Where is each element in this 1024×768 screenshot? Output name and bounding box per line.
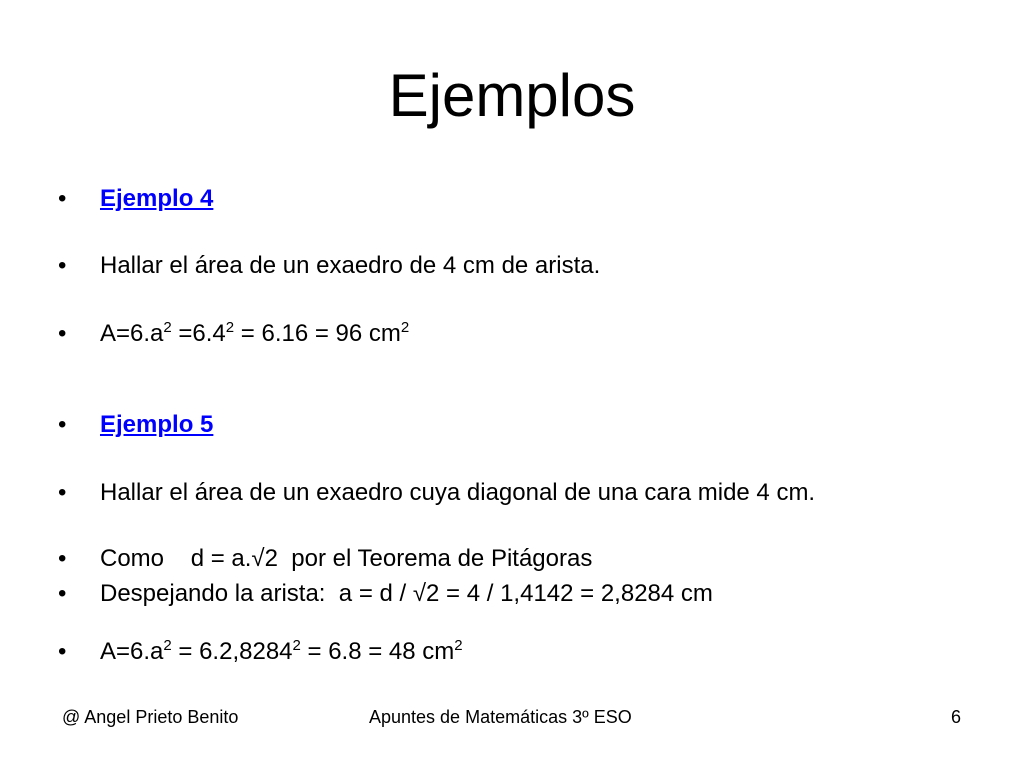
ejemplo-4-solution-text: $A=6.a^2 =6.4^2 = 6.16 = 96$ $cm^2$ [100,319,410,347]
bullet-ejemplo-5-como [58,544,592,574]
ejemplo-4-link[interactable]: Ejemplo 4 [100,185,214,212]
bullet-marker: • [58,545,67,572]
bullet-ejemplo-5-despejando [58,579,713,609]
footer-course: Apuntes de Matemáticas 3º ESO [369,707,632,727]
slide-title: Ejemplos [388,62,636,129]
bullet-ejemplo-4-heading [58,184,213,214]
bullet-marker: • [58,411,67,438]
ejemplo-5-link[interactable]: Ejemplo 5 [100,411,214,438]
ejemplo-4-problem-text: Hallar el área de un exaedro de 4 cm de arista. [100,252,601,279]
footer-page-number: 6 [951,707,962,727]
bullet-marker: • [58,252,67,279]
bullet-marker: • [58,580,67,607]
bullet-marker: • [58,638,67,665]
ejemplo-5-solution-text: $A=6.a^2 = 6.2,8284^2 = 6.8 = 48$ $cm^2$ [100,637,463,665]
bullet-ejemplo-5-solution [58,637,463,667]
bullet-marker: • [58,185,67,212]
bullet-ejemplo-4-problem [58,251,600,281]
ejemplo-5-como-text: Como d = a.√2 por el Teorema de Pitágoras [100,545,593,572]
ejemplo-5-problem-text: Hallar el área de un exaedro cuya diagonal de una cara mide 4 cm. [100,479,816,506]
bullet-ejemplo-4-solution [58,319,409,349]
bullet-ejemplo-5-heading [58,410,213,440]
bullet-marker: • [58,320,67,347]
bullet-marker: • [58,479,67,506]
footer-author: @ Angel Prieto Benito [62,707,239,727]
bullet-ejemplo-5-problem [58,478,815,508]
ejemplo-5-despejando-text: Despejando la arista: a = d / √2 = 4 / 1,4142 = 2,8284 cm [100,580,713,607]
